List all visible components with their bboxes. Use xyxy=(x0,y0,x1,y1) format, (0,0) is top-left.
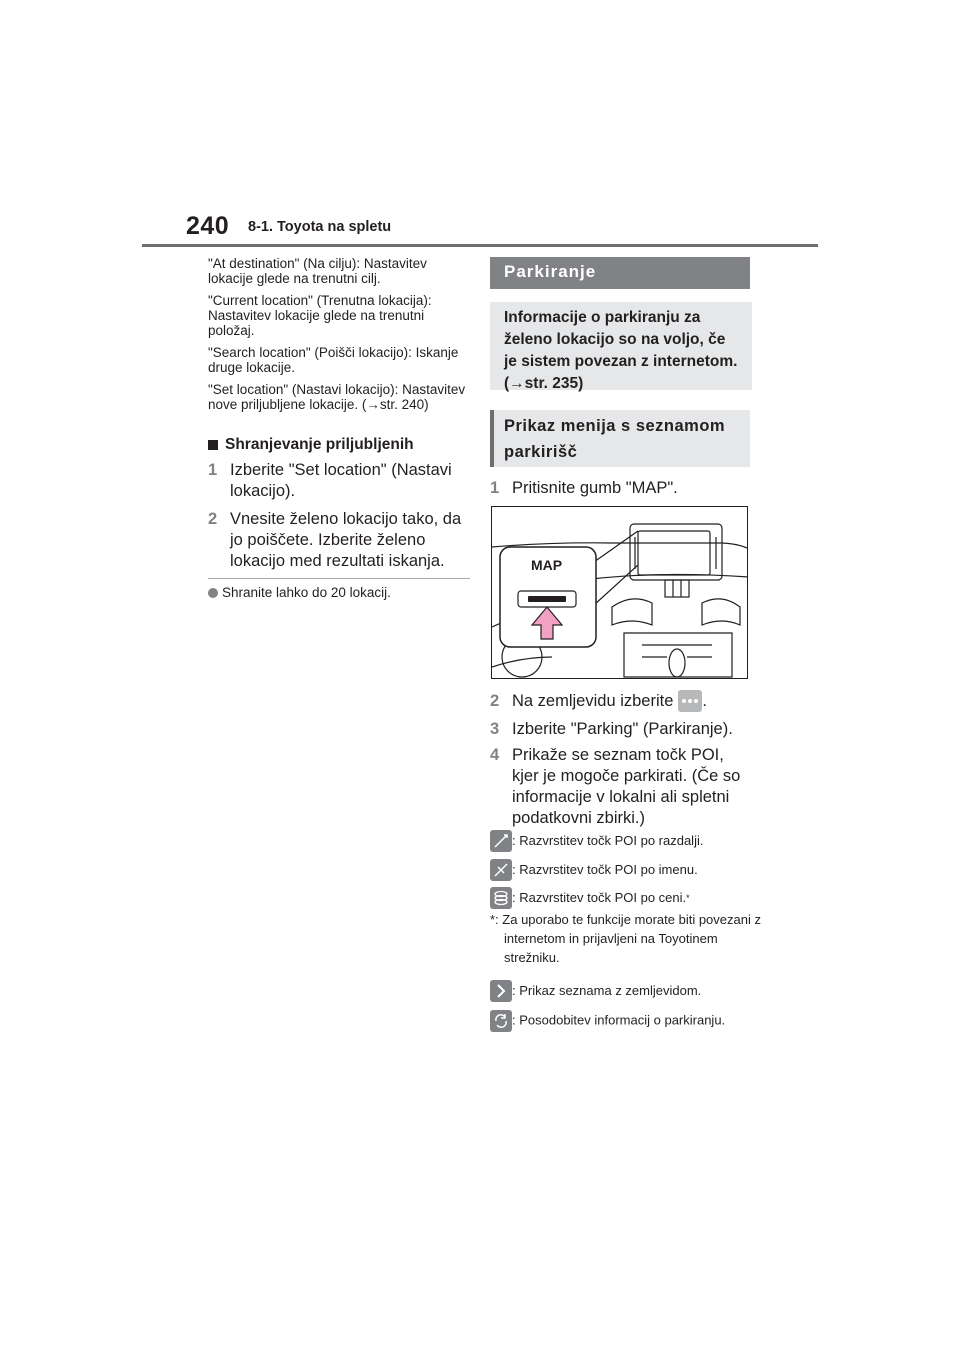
step-number: 3 xyxy=(490,720,500,738)
square-bullet-icon xyxy=(208,440,218,450)
note xyxy=(208,585,391,600)
step-item xyxy=(208,509,470,572)
page-number: 240 xyxy=(186,212,230,240)
header-rule xyxy=(142,244,818,247)
section-title: 8-1. Toyota na spletu xyxy=(248,219,392,235)
more-options-icon xyxy=(678,690,702,712)
note-text: Shranite lahko do 20 lokacij. xyxy=(222,585,391,600)
sort-name-icon xyxy=(490,859,512,881)
step-number: 1 xyxy=(490,479,500,497)
refresh-icon xyxy=(490,1010,512,1032)
sort-name-text: : Razvrstitev točk POI po imenu. xyxy=(512,862,698,877)
left-column xyxy=(208,256,470,419)
step-text: Izberite "Set location" (Nastavi lokacijo). xyxy=(230,461,452,500)
step-number: 1 xyxy=(208,461,218,479)
refresh-item xyxy=(490,1010,750,1032)
step-item xyxy=(490,719,750,740)
sort-price-item xyxy=(490,887,750,909)
favorites-steps xyxy=(208,460,470,579)
step-item xyxy=(490,478,750,499)
chevron-right-icon xyxy=(490,980,512,1002)
step-number: 2 xyxy=(490,691,500,710)
desc-set-location: "Set location" (Nastavi lokacijo): Nastavitev nove priljubljene lokacije. (→str. 240) xyxy=(208,382,466,412)
refresh-text: : Posodobitev informacij o parkiranju. xyxy=(512,1012,726,1028)
step-number: 2 xyxy=(208,510,218,528)
map-button-label: MAP xyxy=(531,557,563,573)
step-text-end: . xyxy=(702,691,707,710)
step-text: Prikaže se seznam točk POI, kjer je mogoče parkirati. (Če so informacije v lokalni ali spletni podatkovni zbirki.) xyxy=(512,746,741,827)
step-item xyxy=(208,460,470,502)
favorites-heading xyxy=(208,436,470,454)
footnote-marker: * xyxy=(686,893,690,903)
circle-bullet-icon xyxy=(208,588,218,598)
sort-name-item xyxy=(490,859,750,881)
desc-current-location: "Current location" (Trenutna lokacija): Nastavitev lokacije glede na trenutni položaj. xyxy=(208,293,432,338)
parking-title-bar: Parkiranje xyxy=(490,257,750,289)
sort-distance-text: : Razvrstitev točk POI po razdalji. xyxy=(512,833,704,848)
favorites-heading-text: Shranjevanje priljubljenih xyxy=(225,436,414,453)
step-number: 4 xyxy=(490,746,500,764)
step-item xyxy=(490,745,750,829)
note-divider xyxy=(208,578,470,579)
sort-distance-icon xyxy=(490,830,512,852)
parking-info-box: Informacije o parkiranju za želeno lokacijo so na voljo, če je sistem povezan z internetom. (→str. 235) xyxy=(490,302,752,390)
desc-at-destination: "At destination" (Na cilju): Nastavitev lokacije glede na trenutni cilj. xyxy=(208,256,427,286)
map-button-illustration xyxy=(491,506,748,679)
sort-price-text: : Razvrstitev točk POI po ceni. xyxy=(512,890,687,905)
sort-price-icon xyxy=(490,887,512,909)
footnote: *: Za uporabo te funkcije morate biti povezani z internetom in prijavljeni na Toyotinem strežniku. xyxy=(490,912,761,965)
sort-distance-item xyxy=(490,830,750,852)
step-text: Izberite "Parking" (Parkiranje). xyxy=(512,720,733,738)
map-list-text: : Prikaz seznama z zemljevidom. xyxy=(512,983,702,998)
step-text: Vnesite želeno lokacijo tako, da jo poiščete. Izberite želeno lokacijo med rezultati iskanja. xyxy=(230,510,462,570)
step-text: Pritisnite gumb "MAP". xyxy=(512,479,678,497)
dashboard-illustration xyxy=(492,507,748,679)
map-list-item xyxy=(490,980,750,1002)
desc-search-location: "Search location" (Poišči lokacijo): Iskanje druge lokacije. xyxy=(208,345,459,375)
step-item xyxy=(490,690,750,712)
parking-list-subheading: Prikaz menija s seznamom parkirišč xyxy=(490,410,750,467)
step-text: Na zemljevidu izberite xyxy=(512,691,674,710)
